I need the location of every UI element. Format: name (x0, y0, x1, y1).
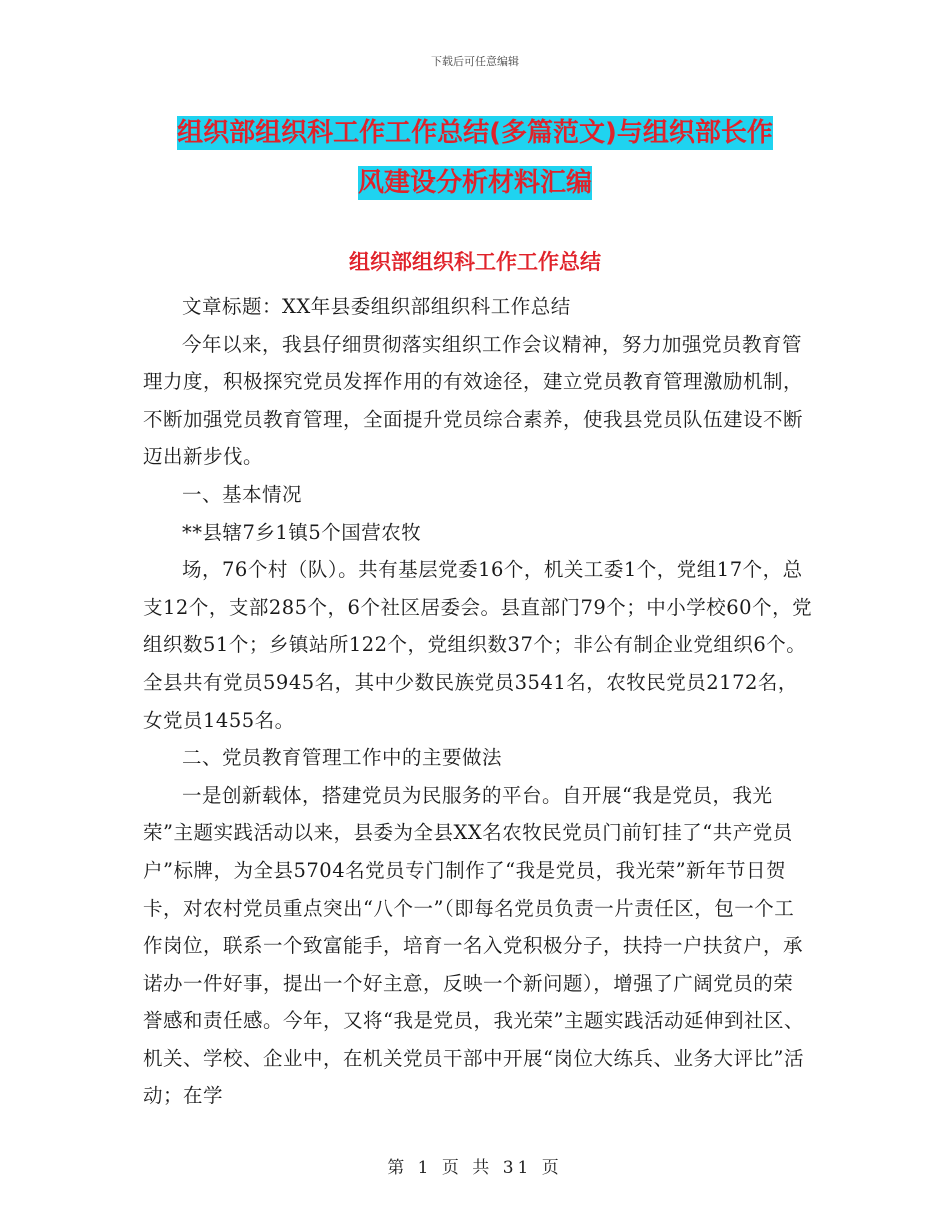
page-footer: 第 1 页 共 31 页 (387, 1158, 563, 1178)
title-line-2: 风建设分析材料汇编 (357, 168, 592, 198)
paragraph-county-info: **县辖7乡1镇5个国营农牧 (182, 520, 422, 544)
paragraph-practice-one: 一是创新载体，搭建党员为民服务的平台。自开展“我是党员，我光荣”主题实践活动以来，县委为全县XX名农牧民党员门前钉挂了“共产党员户”标牌，为全县5704名党员专门制作了“我是党员，我光荣”新年节日贺卡，对农村党员重点突出“八个一”（即每名党员负责一片责任区，包一个工作岗位，联系一个致富能手，培育一名入党积极分子，扶持一户扶贫户，承诺办一件好事，提出一个好主意，反映一个新问题），增强了广阔党员的荣誉感和责任感。今年，又将“我是党员，我光荣”主题实践活动延伸到社区、机关、学校、企业中，在机关党员干部中开展“岗位大练兵、业务大评比”活动；在学 (143, 783, 804, 1108)
title-line-1: 组织部组织科工作工作总结(多篇范文)与组织部长作 (177, 118, 773, 148)
section-title: 组织部组织科工作工作总结 (349, 250, 601, 274)
document-title (100, 108, 850, 208)
heading-main-practices: 二、党员教育管理工作中的主要做法 (182, 746, 503, 770)
document-body (143, 288, 813, 1115)
heading-basic-situation: 一、基本情况 (182, 482, 303, 506)
paragraph-intro: 今年以来，我县仔细贯彻落实组织工作会议精神，努力加强党员教育管理力度，积极探究党员发挥作用的有效途径，建立党员教育管理激励机制，不断加强党员教育管理，全面提升党员综合素养，使我县党员队伍建设不断迈出新步伐。 (143, 332, 804, 469)
paragraph-statistics: 场，76个村（队）。共有基层党委16个，机关工委1个，党组17个，总支12个，支部285个，6个社区居委会。县直部门79个；中小学校60个，党组织数51个；乡镇站所122个，党组织数37个；非公有制企业党组织6个。全县共有党员5945名，其中少数民族党员3541名，农牧民党员2172名，女党员1455名。 (143, 558, 813, 732)
header-note: 下载后可任意编辑 (431, 55, 519, 68)
paragraph-article-title: 文章标题：XX年县委组织部组织科工作总结 (182, 295, 571, 318)
